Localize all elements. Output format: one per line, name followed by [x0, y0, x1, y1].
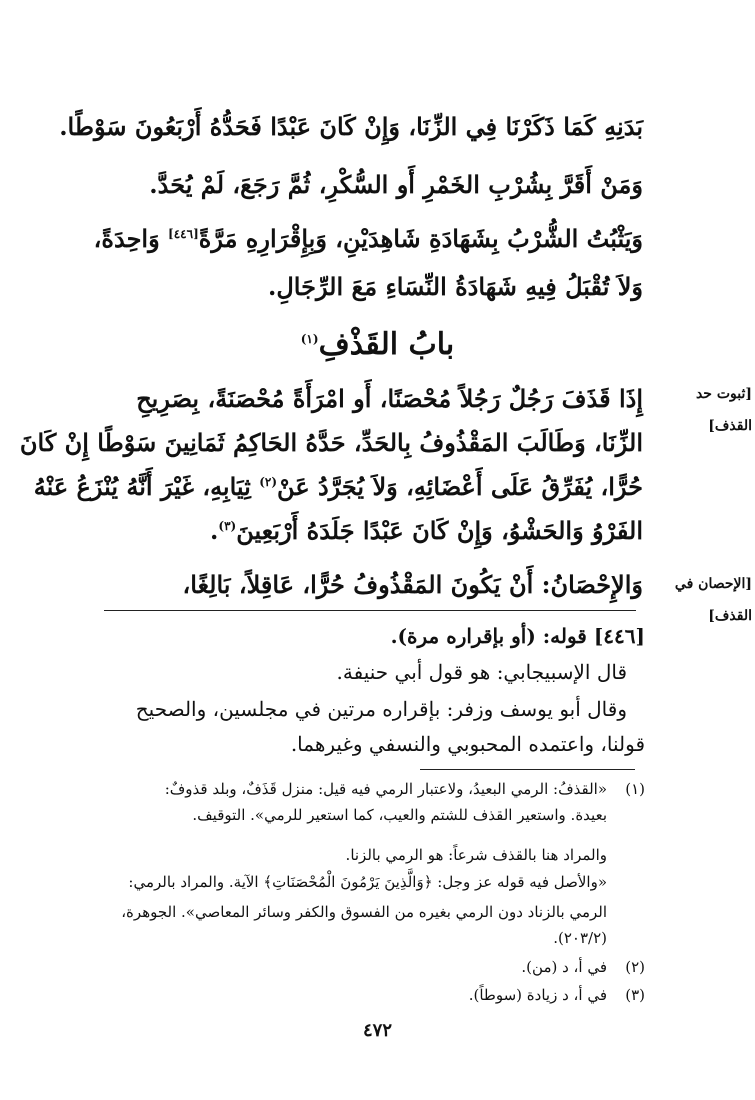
commentary-heading-text: قوله: (أو بإقراره مرة).	[390, 624, 587, 648]
main-line-3-b: وَاحِدَةً،	[93, 224, 160, 253]
qadhf-line-4-a: الفَرْوُ وَالحَشْوُ، وَإِنْ كَانَ عَبْدًا جَلَدَهُ أَرْبَعِينَ	[236, 516, 643, 545]
qadhf-line-3-b: ثِيَابِهِ، غَيْرَ أَنَّهُ يُنْزَعُ عَنْهُ	[33, 472, 251, 501]
margin-note-2-line-2: القذف]	[708, 608, 752, 624]
margin-note-ihsan	[652, 568, 752, 632]
footnote-2-number: (٢)	[625, 958, 645, 976]
commentary-divider	[104, 610, 636, 611]
footnote-3-text: في أ، د زيادة (سوطاً).	[468, 986, 607, 1004]
footnote-1-line-4: «والأصل فيه قوله عز وجل: ﴿وَالَّذِينَ يَرْمُونَ الْمُحْصَنَاتِ﴾ الآية. والمراد بالرمي:	[128, 873, 607, 891]
commentary-line-3: قولنا، واعتمده المحبوبي والنسفي وغيرهما.	[290, 732, 645, 756]
qadhf-line-3-a: حُرًّا، يُفَرِّقُ عَلَى أَعْضَائِهِ، وَلاَ يُجَرَّدُ عَنْ	[277, 472, 643, 501]
qadhf-line-4-b: .	[210, 516, 219, 545]
chapter-footnote-mark: (١)	[300, 332, 319, 346]
chapter-title-text: بابُ القَذْفِ	[318, 327, 455, 362]
main-line-3	[93, 224, 643, 253]
page-number: ٤٧٢	[362, 1020, 392, 1041]
footnote-2-mark: (٢)	[259, 475, 278, 489]
main-line-2: وَمَنْ أَقَرَّ بِشُرْبِ الخَمْرِ أَو السُّكْرِ، ثُمَّ رَجَعَ، لَمْ يُحَدَّ.	[149, 170, 643, 199]
margin-note-qadhf-proof	[652, 378, 752, 442]
margin-note-1-line-1: [ثبوت حد	[695, 386, 752, 402]
main-line-1: بَدَنِهِ كَمَا ذَكَرْنَا فِي الزِّنَا، وَإِنْ كَانَ عَبْدًا فَحَدُّهُ أَرْبَعُونَ سَوْطًا.	[59, 112, 643, 141]
chapter-title	[0, 327, 755, 362]
margin-note-1-line-2: القذف]	[708, 418, 752, 434]
commentary-line-2: وقال أبو يوسف وزفر: بإقراره مرتين في مجلسين، والصحيح	[135, 697, 627, 721]
footnote-1-line-2: بعيدة. واستعير القذف للشتم والعيب، كما استعير للرمي». التوقيف.	[192, 806, 607, 824]
footnote-1-line-5: الرمي بالزناد دون الرمي بغيره من الفسوق والكفر وسائر المعاصي». الجوهرة،	[121, 903, 607, 921]
footnote-1-line-6: (٢٠٣/٢).	[553, 929, 607, 947]
commentary-line-1: قال الإسبيجابي: هو قول أبي حنيفة.	[336, 660, 627, 684]
footnote-1-line-1: «القذفُ: الرمي البعيدُ، ولاعتبار الرمي فيه قيل: منزل قَذَفٌ، وبلد قذوفٌ:	[164, 780, 607, 798]
qadhf-line-1: إِذَا قَذَفَ رَجُلٌ رَجُلاً مُحْصَنًا، أَو امْرَأَةً مُحْصَنَةً، بِصَرِيحِ	[136, 384, 643, 413]
footnote-1-line-3: والمراد هنا بالقذف شرعاً: هو الرمي بالزنا.	[345, 846, 607, 864]
footnote-1-number: (١)	[625, 780, 645, 798]
main-line-4: وَلاَ تُقْبَلُ فِيهِ شَهَادَةُ النِّسَاءِ مَعَ الرِّجَالِ.	[268, 272, 643, 301]
commentary-ref-mark: [٤٤٦]	[168, 227, 199, 241]
qadhf-line-2: الزِّنَا، وَطَالَبَ المَقْذُوفُ بِالحَدِّ، حَدَّهُ الحَاكِمُ ثَمَانِينَ سَوْطًا إِنْ كَانَ	[19, 428, 643, 457]
footnote-3-mark: (٣)	[218, 519, 237, 533]
commentary-ref: [٤٤٦]	[593, 624, 645, 648]
qadhf-line-3	[33, 472, 643, 501]
footnote-2-text: في أ، د (من).	[521, 958, 607, 976]
main-line-3-a: وَيَثْبُتُ الشُّرْبُ بِشَهَادَةِ شَاهِدَيْنِ، وَبِإِقْرَارِهِ مَرَّةً	[198, 224, 643, 253]
qadhf-line-5: وَالإِحْصَانُ: أَنْ يَكُونَ المَقْذُوفُ حُرًّا، عَاقِلاً، بَالِغًا،	[182, 570, 643, 599]
commentary-heading	[391, 624, 645, 648]
qadhf-line-4	[113, 516, 643, 545]
footnote-3-number: (٣)	[625, 986, 645, 1004]
margin-note-2-line-1: [الإحصان في	[674, 576, 752, 592]
footnote-divider	[420, 769, 635, 770]
